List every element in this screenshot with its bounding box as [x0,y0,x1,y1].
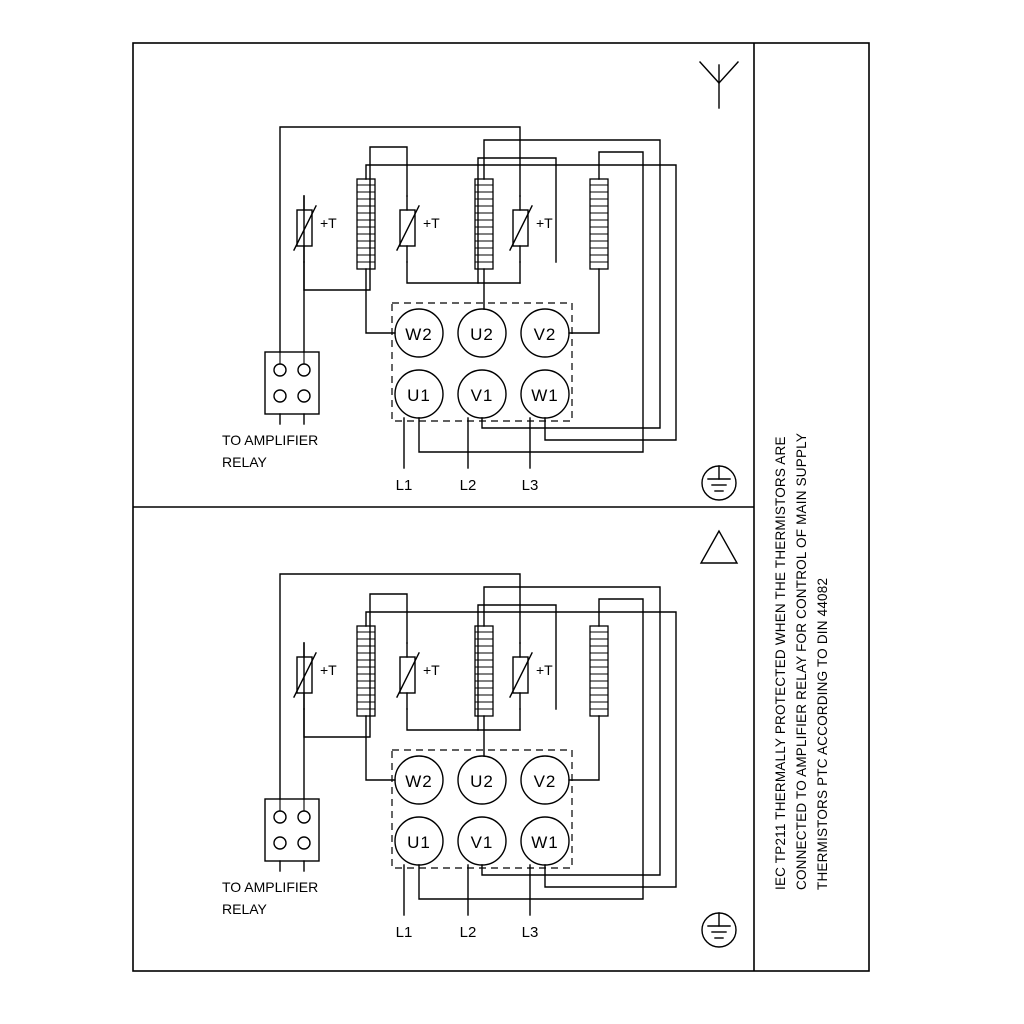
terminal-w1 [521,370,569,418]
terminal-u2 [458,756,506,804]
terminal-label-v1: V1 [470,833,494,852]
terminal-label-v1: V1 [470,386,494,405]
terminal-w2 [395,756,443,804]
terminal-v1 [458,817,506,865]
terminal-u1 [395,370,443,418]
amplifier-note-line1: TO AMPLIFIER [222,432,319,448]
terminal-label-u1: U1 [407,833,431,852]
side-note-line1: IEC TP211 THERMALLY PROTECTED WHEN THE THERMISTORS ARE [773,436,788,890]
earth-ground-icon [702,466,736,500]
supply-label-l2: L2 [459,477,477,494]
supply-label-l2: L2 [459,924,477,941]
thermistor-label-3: +T [536,662,553,678]
terminal-v2 [521,309,569,357]
supply-label-l1: L1 [395,477,413,494]
side-note-line2: CONNECTED TO AMPLIFIER RELAY FOR CONTROL OF MAIN SUPPLY [794,432,809,890]
thermistor-2 [397,196,419,262]
earth-ground-icon [702,913,736,947]
thermistor-label-3: +T [536,215,553,231]
terminal-label-w1: W1 [531,833,559,852]
amplifier-terminal-box [265,352,319,424]
terminal-label-v2: V2 [533,772,557,791]
motor-coil-1 [357,179,375,269]
terminal-label-v2: V2 [533,325,557,344]
amplifier-note-line2: RELAY [222,901,267,917]
side-note [773,433,830,890]
terminal-v1 [458,370,506,418]
wye-symbol [700,62,738,108]
thermistor-label-2: +T [423,215,440,231]
motor-coil-1 [357,626,375,716]
terminal-label-u2: U2 [470,772,494,791]
terminal-w1 [521,817,569,865]
amplifier-note-line1: TO AMPLIFIER [222,879,319,895]
terminal-label-w1: W1 [531,386,559,405]
terminal-w2 [395,309,443,357]
terminal-u1 [395,817,443,865]
side-note-line3: THERMISTORS PTC ACCORDING TO DIN 44082 [815,577,830,890]
thermistor-3 [510,643,532,709]
panel-delta [222,531,737,947]
amplifier-note-line2: RELAY [222,454,267,470]
supply-label-l3: L3 [521,477,539,494]
supply-label-l3: L3 [521,924,539,941]
thermistor-label-2: +T [423,662,440,678]
thermistor-1 [294,643,316,709]
panel-star [222,62,738,500]
amplifier-terminal-box [265,799,319,871]
thermistor-3 [510,196,532,262]
terminal-label-u1: U1 [407,386,431,405]
terminal-label-w2: W2 [405,325,433,344]
terminal-u2 [458,309,506,357]
thermistor-1 [294,196,316,262]
supply-lines [396,418,539,494]
supply-lines [396,865,539,941]
terminal-v2 [521,756,569,804]
supply-label-l1: L1 [395,924,413,941]
thermistor-2 [397,643,419,709]
thermistor-label-1: +T [320,215,337,231]
delta-symbol [701,531,737,563]
terminal-label-u2: U2 [470,325,494,344]
motor-coil-3 [590,626,608,716]
thermistor-label-1: +T [320,662,337,678]
motor-coil-3 [590,179,608,269]
terminal-label-w2: W2 [405,772,433,791]
